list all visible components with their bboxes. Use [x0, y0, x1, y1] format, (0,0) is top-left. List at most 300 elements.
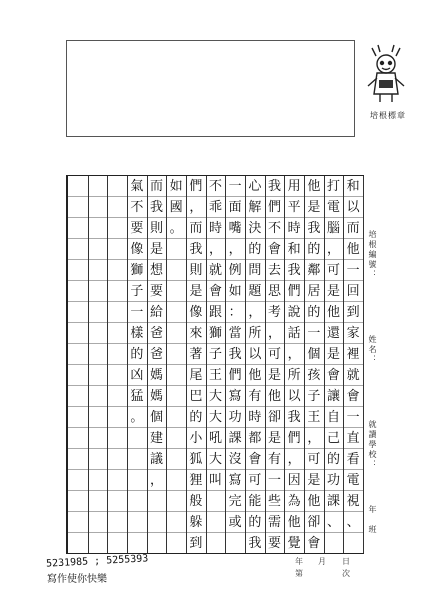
grid-cell: 腦 [324, 218, 344, 239]
grid-cell: 例 [225, 260, 245, 281]
grid-cell: 課 [225, 428, 245, 449]
grid-cell: 視 [343, 491, 363, 512]
grid-column [304, 176, 325, 553]
date-month: 月 [318, 557, 326, 566]
grid-cell: 狸 [186, 470, 206, 491]
school-label: 就讀學校： [368, 420, 377, 470]
grid-cell [68, 281, 88, 302]
grid-cell: 解 [245, 197, 265, 218]
grid-cell: 大 [206, 407, 226, 428]
date-year: 年 [295, 557, 303, 566]
grid-cell: 。 [127, 407, 147, 428]
grid-cell: 會 [324, 365, 344, 386]
grid-cell: 大 [206, 386, 226, 407]
grid-cell [88, 365, 108, 386]
grid-cell [88, 218, 108, 239]
grid-cell: 如 [225, 281, 245, 302]
grid-cell [107, 239, 127, 260]
grid-cell: 是 [324, 344, 344, 365]
grid-cell: 我 [186, 239, 206, 260]
grid-cell [206, 512, 226, 533]
grid-cell: 像 [186, 302, 206, 323]
grid-cell: 和 [284, 239, 304, 260]
grid-cell: 個 [304, 344, 324, 365]
grid-cell [127, 533, 147, 553]
grid-cell: ， [225, 239, 245, 260]
grid-cell [166, 533, 186, 553]
grid-cell [107, 176, 127, 197]
grid-cell: 卻 [265, 407, 285, 428]
grid-cell: 會 [206, 281, 226, 302]
grid-cell: 面 [225, 197, 245, 218]
grid-cell: 一 [127, 302, 147, 323]
grid-cell: 嘴 [225, 218, 245, 239]
grid-cell [88, 407, 108, 428]
grid-column [127, 176, 148, 553]
grid-cell: 來 [186, 323, 206, 344]
grid-cell: 他 [245, 365, 265, 386]
grid-cell [127, 470, 147, 491]
grid-cell [107, 344, 127, 365]
grid-column [225, 176, 246, 553]
grid-cell: 讓 [324, 386, 344, 407]
grid-cell: 自 [324, 407, 344, 428]
grid-cell: 不 [206, 176, 226, 197]
grid-cell: ， [147, 470, 167, 491]
grid-column [107, 176, 128, 553]
grid-cell: 像 [127, 239, 147, 260]
grid-cell: 是 [304, 470, 324, 491]
grid-column [265, 176, 286, 553]
grid-cell [88, 260, 108, 281]
grid-cell: 功 [324, 470, 344, 491]
grid-cell: 一 [225, 176, 245, 197]
grid-column [284, 176, 305, 553]
grid-cell [88, 533, 108, 553]
grid-cell: 課 [324, 491, 344, 512]
grid-cell: 給 [147, 302, 167, 323]
grid-cell: 會 [343, 386, 363, 407]
grid-cell: 決 [245, 218, 265, 239]
grid-cell [127, 491, 147, 512]
grid-cell: 我 [147, 197, 167, 218]
grid-cell [166, 302, 186, 323]
grid-cell: 完 [225, 491, 245, 512]
grid-cell: 我 [225, 344, 245, 365]
grid-cell: 的 [127, 344, 147, 365]
grid-cell: 會 [265, 239, 285, 260]
grid-cell: 當 [225, 323, 245, 344]
grid-cell: ， [206, 239, 226, 260]
grid-cell [166, 491, 186, 512]
grid-cell: 需 [265, 512, 285, 533]
grid-cell: 他 [284, 512, 304, 533]
grid-cell [127, 428, 147, 449]
grid-cell [147, 533, 167, 553]
grid-cell: 考 [265, 302, 285, 323]
grid-cell [68, 197, 88, 218]
grid-cell: 要 [147, 281, 167, 302]
grid-column [166, 176, 187, 553]
grid-cell: 子 [127, 281, 147, 302]
grid-cell [107, 491, 127, 512]
grid-cell: 他 [265, 386, 285, 407]
grid-cell: 時 [245, 407, 265, 428]
grid-cell: 裡 [343, 344, 363, 365]
grid-cell: 會 [245, 449, 265, 470]
grid-cell: 小 [186, 428, 206, 449]
grid-cell [107, 197, 127, 218]
grid-cell [68, 512, 88, 533]
grid-cell: 猛 [127, 386, 147, 407]
grid-cell: 是 [265, 365, 285, 386]
grid-cell: 們 [225, 365, 245, 386]
grid-cell: 我 [284, 260, 304, 281]
grid-cell [107, 533, 127, 553]
grid-cell: 就 [343, 365, 363, 386]
grid-cell: 看 [343, 449, 363, 470]
grid-column [245, 176, 266, 553]
grid-cell [166, 281, 186, 302]
grid-cell [68, 491, 88, 512]
grid-cell: 到 [343, 302, 363, 323]
grid-cell: 些 [265, 491, 285, 512]
grid-cell [225, 533, 245, 553]
grid-cell [324, 533, 344, 553]
grid-cell: 思 [265, 281, 285, 302]
grid-cell: 如 [166, 176, 186, 197]
grid-column [324, 176, 345, 553]
date-times: 次 [342, 569, 350, 578]
grid-cell: ， [324, 239, 344, 260]
grid-cell: 都 [245, 428, 265, 449]
footer-slogan: 寫作使你快樂 [47, 574, 107, 585]
grid-cell [68, 407, 88, 428]
grid-cell [88, 491, 108, 512]
grid-cell: 獅 [206, 323, 226, 344]
grid-cell [147, 512, 167, 533]
grid-cell: 時 [206, 218, 226, 239]
grid-cell: 建 [147, 428, 167, 449]
grid-cell: 孩 [304, 365, 324, 386]
grid-cell [127, 449, 147, 470]
grid-cell: ， [265, 323, 285, 344]
grid-cell: 則 [147, 218, 167, 239]
grid-cell [88, 512, 108, 533]
grid-cell [206, 491, 226, 512]
grid-cell [127, 512, 147, 533]
grid-cell: 。 [166, 218, 186, 239]
grid-cell: ， [304, 428, 324, 449]
grid-cell [166, 365, 186, 386]
grid-cell: 題 [245, 281, 265, 302]
grid-cell: 樣 [127, 323, 147, 344]
grid-cell [166, 470, 186, 491]
grid-cell [107, 365, 127, 386]
grid-cell: 用 [284, 176, 304, 197]
grid-cell: 居 [304, 281, 324, 302]
grid-cell [68, 260, 88, 281]
grid-cell: 到 [189, 535, 203, 551]
grid-cell [343, 533, 363, 553]
grid-cell: 可 [324, 260, 344, 281]
grid-cell: 一 [304, 323, 324, 344]
grid-cell: 巴 [186, 386, 206, 407]
grid-cell [88, 428, 108, 449]
grid-cell [166, 407, 186, 428]
grid-cell [107, 407, 127, 428]
grid-cell: 有 [245, 386, 265, 407]
grid-cell: 我 [304, 218, 324, 239]
grid-cell [166, 386, 186, 407]
grid-cell: 、 [343, 512, 363, 533]
grid-cell: 他 [343, 239, 363, 260]
grid-cell: 的 [245, 239, 265, 260]
grid-cell: 我 [284, 407, 304, 428]
grade-class-label: 年 班 [368, 505, 377, 535]
grid-cell: 因 [284, 470, 304, 491]
grid-cell: 們 [186, 176, 206, 197]
grid-cell: 躲 [186, 512, 206, 533]
name-label: 姓名： [368, 335, 377, 365]
grid-cell: 可 [245, 470, 265, 491]
grid-cell [166, 239, 186, 260]
grid-cell [166, 323, 186, 344]
grid-cell: 我 [248, 535, 262, 551]
grid-cell: 沒 [225, 449, 245, 470]
grid-cell [166, 512, 186, 533]
grid-cell: 以 [245, 344, 265, 365]
grid-cell: 寫 [225, 470, 245, 491]
grid-cell [68, 428, 88, 449]
grid-cell [68, 533, 88, 553]
grid-cell: 可 [304, 449, 324, 470]
grid-cell: ， [284, 449, 304, 470]
grid-cell [166, 449, 186, 470]
grid-cell [88, 386, 108, 407]
grid-cell: 氣 [127, 176, 147, 197]
grid-cell: 乖 [206, 197, 226, 218]
grid-cell: ， [284, 344, 304, 365]
grid-cell: 的 [186, 407, 206, 428]
grid-cell: 的 [304, 302, 324, 323]
grid-cell: 和 [343, 176, 363, 197]
grid-cell: 狐 [186, 449, 206, 470]
grid-cell: 平 [284, 197, 304, 218]
seal-label: 培根標章 [370, 111, 406, 120]
grid-column [147, 176, 168, 553]
grid-cell: 子 [206, 344, 226, 365]
footer-numbers: 5231985 ; 5255393 [45, 553, 149, 570]
grid-cell [107, 512, 127, 533]
grid-cell [68, 302, 88, 323]
grid-cell: 鄰 [304, 260, 324, 281]
grid-column [206, 176, 227, 553]
grid-cell: 般 [186, 491, 206, 512]
grid-cell: 一 [343, 260, 363, 281]
grid-cell: 覺 [287, 535, 301, 551]
grid-cell: 王 [206, 365, 226, 386]
grid-cell: 的 [304, 239, 324, 260]
grid-cell: 是 [265, 428, 285, 449]
grid-cell: 而 [147, 176, 167, 197]
grid-cell: 不 [265, 218, 285, 239]
grid-cell: 功 [225, 407, 245, 428]
grid-cell: 電 [324, 197, 344, 218]
grid-cell: 回 [343, 281, 363, 302]
grid-cell: 子 [304, 386, 324, 407]
grid-cell [107, 449, 127, 470]
grid-cell: 爸 [147, 323, 167, 344]
grid-cell: 家 [343, 323, 363, 344]
grid-cell [68, 218, 88, 239]
grid-cell: 、 [324, 512, 344, 533]
grid-cell [68, 239, 88, 260]
grid-cell [68, 365, 88, 386]
grid-cell [206, 533, 226, 553]
grid-cell: 以 [343, 197, 363, 218]
grid-cell: 想 [147, 260, 167, 281]
grid-cell [107, 260, 127, 281]
grid-cell: 尾 [186, 365, 206, 386]
grid-cell: 王 [304, 407, 324, 428]
grid-cell: 話 [284, 323, 304, 344]
grid-cell: 心 [245, 176, 265, 197]
grid-cell [88, 197, 108, 218]
grid-cell: 跟 [206, 302, 226, 323]
grid-cell: 不 [127, 197, 147, 218]
grid-cell: 個 [147, 407, 167, 428]
grid-cell: ： [225, 302, 245, 323]
grid-cell: 我 [265, 176, 285, 197]
peigen-seal-stamp [362, 42, 410, 106]
grid-cell: 媽 [147, 365, 167, 386]
grid-cell [88, 302, 108, 323]
grid-cell: 們 [265, 197, 285, 218]
grid-cell [68, 323, 88, 344]
grid-column [343, 176, 364, 553]
grid-column [88, 176, 109, 553]
grid-cell [68, 470, 88, 491]
teacher-comment-box [66, 40, 355, 137]
grid-cell: 有 [265, 449, 285, 470]
grid-cell: 打 [324, 176, 344, 197]
grid-cell: 去 [265, 260, 285, 281]
grid-cell [68, 344, 88, 365]
grid-cell: 寫 [225, 386, 245, 407]
date-count: 第 [295, 569, 303, 578]
grid-cell: 就 [206, 260, 226, 281]
grid-cell: 的 [245, 512, 265, 533]
grid-cell: 著 [186, 344, 206, 365]
grid-cell: 凶 [127, 365, 147, 386]
date-day: 日 [342, 557, 350, 566]
grid-cell [107, 302, 127, 323]
grid-cell: 則 [186, 260, 206, 281]
grid-cell: 以 [284, 386, 304, 407]
grid-cell [88, 470, 108, 491]
grid-cell: 議 [147, 449, 167, 470]
grid-cell [107, 281, 127, 302]
grid-cell [88, 176, 108, 197]
grid-cell: 還 [324, 323, 344, 344]
grid-cell: 是 [304, 197, 324, 218]
grid-cell: 一 [265, 470, 285, 491]
grid-cell: 而 [186, 218, 206, 239]
grid-cell: 電 [343, 470, 363, 491]
grid-cell [107, 386, 127, 407]
grid-cell [166, 260, 186, 281]
grid-cell [68, 386, 88, 407]
peigen-number-label: 培根編號： [368, 230, 377, 280]
grid-cell [107, 428, 127, 449]
grid-cell: 要 [127, 218, 147, 239]
grid-cell: 說 [284, 302, 304, 323]
grid-cell: 己 [324, 428, 344, 449]
grid-cell [147, 491, 167, 512]
grid-cell: 們 [284, 428, 304, 449]
grid-cell: ， [186, 197, 206, 218]
grid-cell: ， [245, 302, 265, 323]
grid-cell: 一 [343, 407, 363, 428]
grid-cell: 卻 [304, 512, 324, 533]
grid-cell: 可 [265, 344, 285, 365]
grid-cell [88, 449, 108, 470]
grid-cell: 所 [284, 365, 304, 386]
grid-cell: 吼 [206, 428, 226, 449]
grid-cell: 直 [343, 428, 363, 449]
grid-cell: 他 [304, 491, 324, 512]
grid-cell: 會 [307, 535, 321, 551]
grid-cell [68, 449, 88, 470]
grid-cell: 是 [147, 239, 167, 260]
grid-cell [107, 323, 127, 344]
grid-cell: 叫 [206, 470, 226, 491]
grid-cell [88, 344, 108, 365]
manuscript-grid [66, 175, 364, 554]
grid-cell [88, 239, 108, 260]
grid-cell [166, 428, 186, 449]
grid-cell [88, 281, 108, 302]
grid-cell: 爸 [147, 344, 167, 365]
grid-cell: 他 [304, 176, 324, 197]
grid-cell [107, 218, 127, 239]
grid-column [186, 176, 207, 553]
grid-cell: 大 [206, 449, 226, 470]
grid-column [68, 176, 89, 553]
grid-cell: 獅 [127, 260, 147, 281]
grid-cell: 而 [343, 218, 363, 239]
grid-cell [166, 344, 186, 365]
grid-cell [68, 176, 88, 197]
grid-cell: 所 [245, 323, 265, 344]
grid-cell: 為 [284, 491, 304, 512]
grid-cell: 媽 [147, 386, 167, 407]
grid-cell: 國 [166, 197, 186, 218]
grid-cell: 是 [186, 281, 206, 302]
grid-cell: 是 [324, 281, 344, 302]
grid-cell [107, 470, 127, 491]
grid-cell: 的 [324, 449, 344, 470]
grid-cell: 們 [284, 281, 304, 302]
grid-cell: 問 [245, 260, 265, 281]
grid-cell: 時 [284, 218, 304, 239]
grid-cell: 能 [245, 491, 265, 512]
grid-cell: 他 [324, 302, 344, 323]
grid-cell [88, 323, 108, 344]
grid-cell: 要 [267, 535, 281, 551]
grid-cell: 或 [225, 512, 245, 533]
